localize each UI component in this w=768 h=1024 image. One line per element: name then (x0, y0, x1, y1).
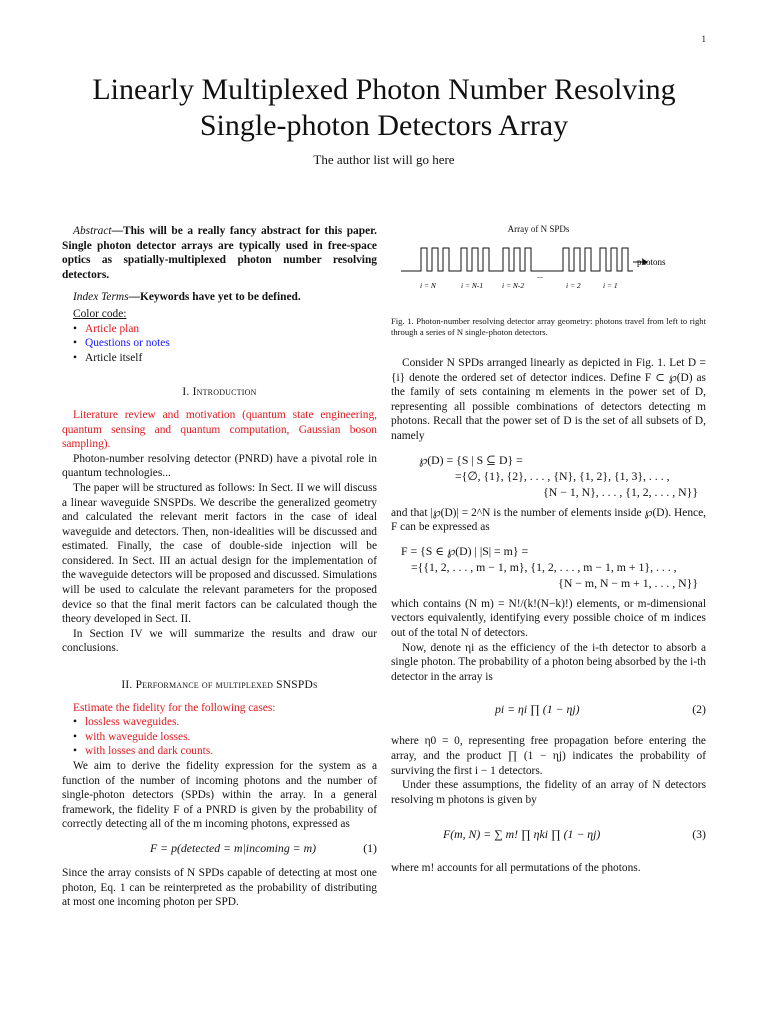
detector-label: i = N-2 (502, 281, 525, 290)
section2-paragraph: We aim to derive the fidelity expression for the system as a function of the number of incoming photons and the number of single-photon detectors (SPDs) within the array. In a general framework, the fidelity F of a PNRD is given by the probability of correctly detecting all of the m incoming photons, expressed as (62, 760, 377, 831)
section2-paragraph: Since the array consists of N SPDs capable of detecting at most one photon, Eq. 1 can be reinterpreted as the probability of distributing at most one incoming photon per SPD. (62, 866, 377, 909)
equation-power-set: ℘(D) = {S | S ⊆ D} = ={∅, {1}, {2}, . . . , {N}, {1, 2}, {1, 3}, . . . , {N − 1, N}, . . . , {1, 2, . . . , N}} (419, 452, 698, 499)
body-paragraph: where m! accounts for all permutations of the photons. (391, 862, 641, 875)
body-paragraph: where η0 = 0, representing free propagation before entering the array, and the product ∏ (1 − ηj) indicates the probability of surviving the first i − 1 detectors. (391, 735, 706, 777)
figure-1 (391, 224, 706, 338)
intro-paragraph: The paper will be structured as follows: In Sect. II we will discuss a linear waveguide SNSPDs. We describe the generalized geometry and calculated the relevant merit factors in the case of ideal waveguide and detectors. Then, non-idealities will be discussed and estimated. Finally, the case of double-side injection will be considered. In Sect. III an actual design for the implementation of the waveguide detectors will be proposed and discussed. Simulations will be used to calculate the relevant parameters for the proposed device so that the final merit factors can be calculated though the theory developed in Sect. II. (62, 481, 377, 626)
intro-plan-paragraph: Literature review and motivation (quantum state engineering, quantum sensing and quantum computation, Gaussian boson sampling). (62, 408, 377, 451)
section-heading-introduction: I. Introduction (182, 386, 257, 399)
plan-item: • with waveguide losses. (85, 730, 377, 745)
paper-title (0, 72, 768, 144)
intro-paragraph: Photon-number resolving detector (PNRD) have a pivotal role in quantum technologies... (62, 452, 377, 480)
ellipsis-label: ... (537, 271, 543, 280)
body-paragraph: Under these assumptions, the fidelity of an array of N detectors resolving m photons is given by (391, 779, 706, 806)
intro-paragraph: In Section IV we will summarize the results and draw our conclusions. (62, 627, 377, 655)
left-column (62, 224, 377, 910)
right-column (391, 356, 706, 876)
title-line-2: Single-photon Detectors Array (199, 109, 569, 142)
author-list: The author list will go here (313, 152, 455, 167)
abstract: Abstract—This will be a really fancy abstract for this paper. Single photon detector arrays are typically used in free-space optics as spatially-multiplexed photon number resolving detectors. (62, 225, 377, 281)
color-code-item: • Article itself (85, 351, 377, 366)
color-code-item: • Article plan (85, 322, 377, 337)
title-line-1: Linearly Multiplexed Photon Number Resolving (92, 73, 676, 106)
equation-3: F(m, N) = ∑ m! ∏ ηki ∏ (1 − ηj) (3) (443, 827, 706, 842)
color-code-heading: Color code: (73, 307, 127, 320)
index-terms-label: Index Terms (73, 291, 129, 304)
figure-caption: Fig. 1. Photon-number resolving detector array geometry: photons travel from left to right through a series of N single-photon detectors. (391, 316, 706, 337)
color-code-item: • Questions or notes (85, 336, 377, 351)
color-code-list (73, 322, 377, 366)
index-terms: Index Terms—Keywords have yet to be defined. (73, 291, 301, 304)
figure-title: Array of N SPDs (507, 224, 570, 234)
photons-label: photons (637, 257, 666, 267)
body-paragraph: Now, denote ηi as the efficiency of the i-th detector to absorb a single photon. The probability of a photon being absorbed by the i-th detector in the array is (391, 641, 706, 683)
detector-label: i = 2 (566, 281, 581, 290)
detector-label: i = N-1 (461, 281, 484, 290)
body-paragraph: which contains (N m) = N!/(k!(N−k)!) elements, or m-dimensional vectors equivalently, identifying every possible choice of m indices out of the total N of detectors. (391, 597, 706, 639)
page-number: 1 (701, 34, 706, 44)
equation-2: pi = ηi ∏ (1 − ηj) (2) (495, 702, 706, 717)
detector-waveform (401, 248, 633, 271)
detector-label: i = 1 (603, 281, 618, 290)
section2-plan-list (73, 715, 377, 759)
plan-item: • lossless waveguides. (85, 715, 377, 730)
plan-item: • with losses and dark counts. (85, 744, 377, 759)
equation-1: F = p(detected = m|incoming = m) (1) (150, 840, 377, 855)
body-paragraph: Consider N SPDs arranged linearly as depicted in Fig. 1. Let D = {i} denote the ordered set of detector indices. Define F ⊂ ℘(D) as the family of sets containing m elements in the power set of D, representing all possible combinations of detectors detecting m photons. Recall that the power set of D is the set of all subsets of D, namely (391, 357, 706, 442)
section2-plan-intro: Estimate the fidelity for the following cases: (73, 701, 276, 714)
equation-family: F = {S ∈ ℘(D) | |S| = m} = ={{1, 2, . . . , m − 1, m}, {1, 2, . . . , m − 1, m + 1}, . . . , {N − m, N − m + 1, . . . , N}} (401, 543, 698, 590)
detector-array-diagram (391, 236, 706, 292)
detector-label: i = N (420, 281, 436, 290)
abstract-label: Abstract (73, 225, 112, 237)
section-heading-performance: II. Performance of multiplexed SNSPDs (121, 679, 318, 692)
body-paragraph: and that |℘(D)| = 2^N is the number of elements inside ℘(D). Hence, F can be expressed as (391, 506, 706, 534)
